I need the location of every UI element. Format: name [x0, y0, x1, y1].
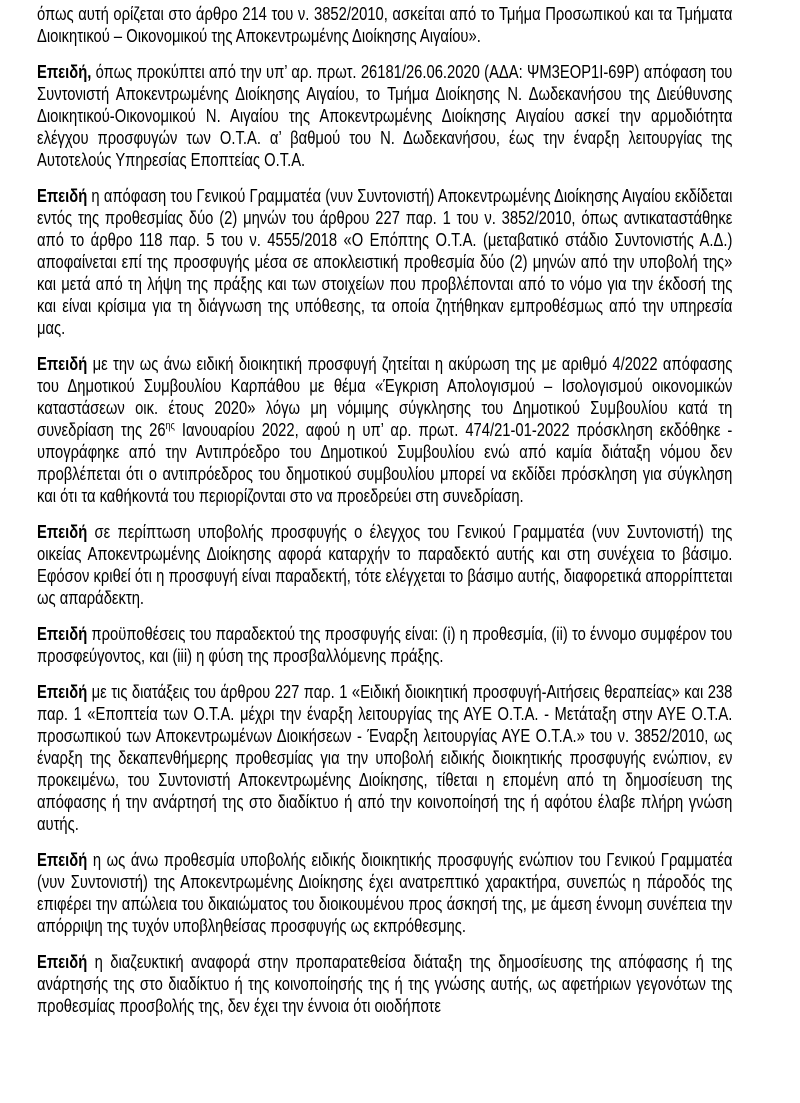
paragraph-lead-bold: Επειδή,: [37, 62, 92, 82]
superscript-ordinal: ης: [165, 420, 175, 432]
paragraph-text: Ιανουαρίου 2022, αφού η υπ’ αρ. πρωτ. 474/21-01-2022 πρόσκληση εκδόθηκε - υπογράφηκε από την Αντιπρόεδρο του Δημοτικού Συμβουλίου ενώ από καμία διάταξη νόμου δεν προβλέπεται ότι ο αντιπρόεδρος του δημοτικού συμβουλίου μπορεί να εκδίδει πρόσκληση για σύγκληση και ότι τα καθήκοντά του περιορίζονται στο να προεδρεύει στη συνεδρίαση.: [37, 420, 733, 506]
paragraph-text: η ως άνω προθεσμία υποβολής ειδικής διοικητικής προσφυγής ενώπιον του Γενικού Γραμματέα (νυν Συντονιστή) της Αποκεντρωμένης Διοίκησης έχει ανατρεπτικό χαρακτήρα, συνεπώς η πάροδός της επιφέρει την απώλεια του δικαιώματος του διοικουμένου προς άσκησή της, με άμεση έννομη συνέπεια την απόρριψη της τυχόν υποβληθείσας προσφυγής ως εκπρόθεσμης.: [37, 850, 733, 936]
paragraph-8: [37, 849, 732, 937]
document-text: [37, 3, 732, 1017]
paragraph-text: με την ως άνω ειδική διοικητική προσφυγή ζητείται η ακύρωση της με αριθμό 4/2022 απόφασης του Δημοτικού Συμβουλίου Καρπάθου με θέμα «Έγκριση Απολογισμού – Ισολογισμού οικονομικών καταστάσεων οικ. έτους 2020» λόγω μη νόμιμης σύγκλησης του Δημοτικού Συμβουλίου κατά τη συνεδρίαση της 26: [37, 354, 733, 440]
paragraph-7: [37, 681, 732, 835]
paragraph-text: σε περίπτωση υποβολής προσφυγής ο έλεγχος του Γενικού Γραμματέα (νυν Συντονιστή) της οικείας Αποκεντρωμένης Διοίκησης αφορά καταρχήν το παραδεκτό αυτής και στη συνέχεια το βάσιμο. Εφόσον κριθεί ότι η προσφυγή είναι παραδεκτή, τότε ελέγχεται το βάσιμο αυτής, διαφορετικά απορρίπτεται ως απαράδεκτη.: [37, 522, 733, 608]
paragraph-lead-bold: Επειδή: [37, 624, 88, 644]
paragraph-lead-bold: Επειδή: [37, 186, 88, 206]
paragraph-text: με τις διατάξεις του άρθρου 227 παρ. 1 «Ειδική διοικητική προσφυγή-Αιτήσεις θεραπείας» και 238 παρ. 1 «Εποπτεία των Ο.Τ.Α. μέχρι την έναρξη λειτουργίας της ΑΥΕ Ο.Τ.Α. - Μετάταξη στην ΑΥΕ Ο.Τ.Α. προσωπικού των Αποκεντρωμένων Διοικήσεων - Έναρξη λειτουργίας ΑΥΕ Ο.Τ.Α.» του ν. 3852/2010, ως έναρξη της δεκαπενθήμερης προθεσμίας για την υποβολή ειδικής διοικητικής προσφυγής ενώπιον, εν προκειμένω, του Συντονιστή Αποκεντρωμένης Διοίκησης, τίθεται η επομένη από τη δημοσίευση της απόφασης ή την ανάρτησή της στο διαδίκτυο ή από την κοινοποίησή της ή αφότου έλαβε πλήρη γνώση αυτής.: [37, 682, 733, 834]
paragraph-text: η απόφαση του Γενικού Γραμματέα (νυν Συντονιστή) Αποκεντρωμένης Διοίκησης Αιγαίου εκδίδεται εντός της προθεσμίας δύο (2) μηνών του άρθρου 227 παρ. 1 του ν. 3852/2010, όπως αντικαταστάθηκε από το άρθρο 118 παρ. 5 του ν. 4555/2018 «Ο Επόπτης Ο.Τ.Α. (μεταβατικό στάδιο Συντονιστής Α.Δ.) αποφαίνεται επί της προσφυγής μέσα σε αποκλειστική προθεσμία δύο (2) μηνών από την υποβολή της» και μετά από τη λήψη της πράξης και των στοιχείων που προβλέπονται από το νόμο για την έκδοσή της και είναι κρίσιμα για τη διάγνωση της υπόθεσης, τα οποία ζητήθηκαν εμπροθέσμως από την υπηρεσία μας.: [37, 186, 733, 338]
paragraph-lead-bold: Επειδή: [37, 522, 88, 542]
paragraph-lead-bold: Επειδή: [37, 682, 88, 702]
paragraph-6: [37, 623, 732, 667]
paragraph-4: [37, 353, 732, 507]
paragraph-lead-bold: Επειδή: [37, 850, 88, 870]
paragraph-1: [37, 3, 732, 47]
paragraph-text: η διαζευκτική αναφορά στην προπαρατεθείσα διάταξη της δημοσίευσης της απόφασης ή της ανάρτησής της στο διαδίκτυο ή της κοινοποίησής της ή της γνώσης αυτής, ως αφετήριων γεγονότων της προθεσμίας προσβολής της, δεν έχει την έννοια ότι οιοδήποτε: [37, 952, 733, 1016]
paragraph-text: όπως προκύπτει από την υπ’ αρ. πρωτ. 26181/26.06.2020 (ΑΔΑ: ΨΜ3ΕΟΡ1Ι-69Ρ) απόφαση του Συντονιστή Αποκεντρωμένης Διοίκησης Αιγαίου, το Τμήμα Διοίκησης Ν. Δωδεκανήσου της Διεύθυνσης Διοικητικού-Οικονομικού Ν. Αιγαίου της Αποκεντρωμένης Διοίκησης Αιγαίου ασκεί την αρμοδιότητα ελέγχου προσφυγών των Ο.Τ.Α. α’ βαθμού του Ν. Δωδεκανήσου, έως την έναρξη λειτουργίας της Αυτοτελούς Υπηρεσίας Εποπτείας Ο.Τ.Α.: [37, 62, 733, 170]
paragraph-lead-bold: Επειδή: [37, 354, 88, 374]
paragraph-lead-bold: Επειδή: [37, 952, 88, 972]
paragraph-2: [37, 61, 732, 171]
paragraph-3: [37, 185, 732, 339]
paragraph-text: όπως αυτή ορίζεται στο άρθρο 214 του ν. 3852/2010, ασκείται από το Τμήμα Προσωπικού και τα Τμήματα Διοικητικού – Οικονομικού της Αποκεντρωμένης Διοίκησης Αιγαίου».: [37, 4, 733, 46]
paragraph-text: προϋποθέσεις του παραδεκτού της προσφυγής είναι: (i) η προθεσμία, (ii) το έννομο συμφέρον του προσφεύγοντος, και (iii) η φύση της προσβαλλόμενης πράξης.: [37, 624, 733, 666]
paragraph-5: [37, 521, 732, 609]
paragraph-9: [37, 951, 732, 1017]
